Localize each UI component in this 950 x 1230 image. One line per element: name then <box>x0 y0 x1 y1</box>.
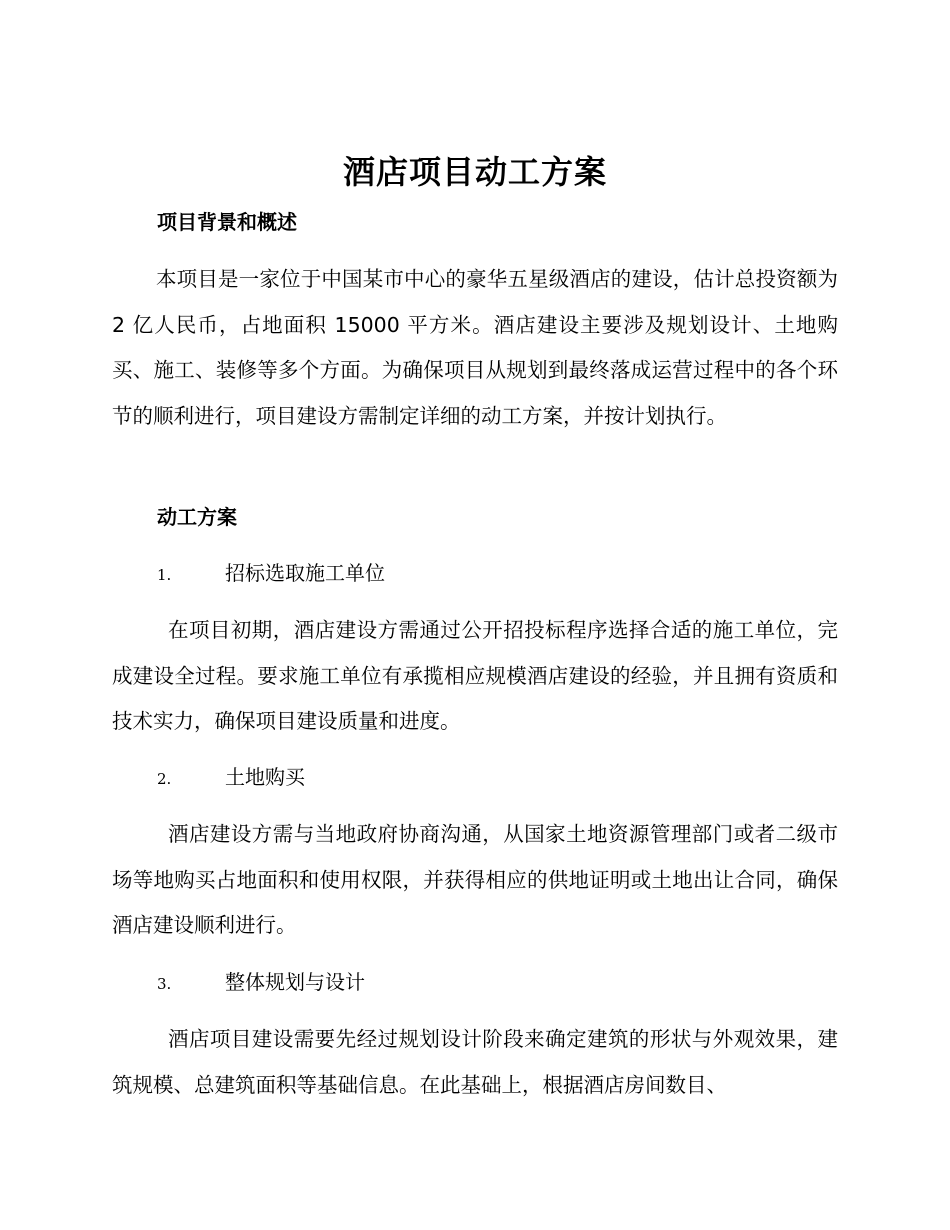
plan-item-3-title: 整体规划与设计 <box>225 970 365 994</box>
plan-item-3-number: 3. <box>157 975 172 993</box>
plan-item-2-number: 2. <box>157 770 172 788</box>
plan-item-2-title: 土地购买 <box>225 765 305 789</box>
document-title: 酒店项目动工方案 <box>342 153 607 191</box>
section-heading-plan: 动工方案 <box>157 505 237 529</box>
plan-item-1-heading <box>157 559 385 589</box>
plan-item-2-paragraph: 酒店建设方需与当地政府协商沟通，从国家土地资源管理部门或者二级市场等地购买占地面积和使用权限，并获得相应的供地证明或土地出让合同，确保酒店建设顺利进行。 <box>112 822 838 937</box>
plan-item-1-paragraph: 在项目初期，酒店建设方需通过公开招投标程序选择合适的施工单位，完成建设全过程。要求施工单位有承揽相应规模酒店建设的经验，并且拥有资质和技术实力，确保项目建设质量和进度。 <box>112 618 838 733</box>
plan-item-2-heading <box>157 763 305 793</box>
plan-item-1-number: 1. <box>157 566 172 584</box>
plan-item-1-title: 招标选取施工单位 <box>225 561 385 585</box>
background-paragraph: 本项目是一家位于中国某市中心的豪华五星级酒店的建设，估计总投资额为 2 亿人民币，占地面积 15000 平方米。酒店建设主要涉及规划设计、土地购买、施工、装修等多个方面。为确保项目从规划到最终落成运营过程中的各个环节的顺利进行，项目建设方需制定详细的动工方案，并按计划执行。 <box>112 267 838 428</box>
plan-item-3-heading <box>157 968 365 998</box>
plan-item-3-paragraph: 酒店项目建设需要先经过规划设计阶段来确定建筑的形状与外观效果，建筑规模、总建筑面积等基础信息。在此基础上，根据酒店房间数目、 <box>112 1027 838 1097</box>
section-heading-background: 项目背景和概述 <box>157 210 297 234</box>
